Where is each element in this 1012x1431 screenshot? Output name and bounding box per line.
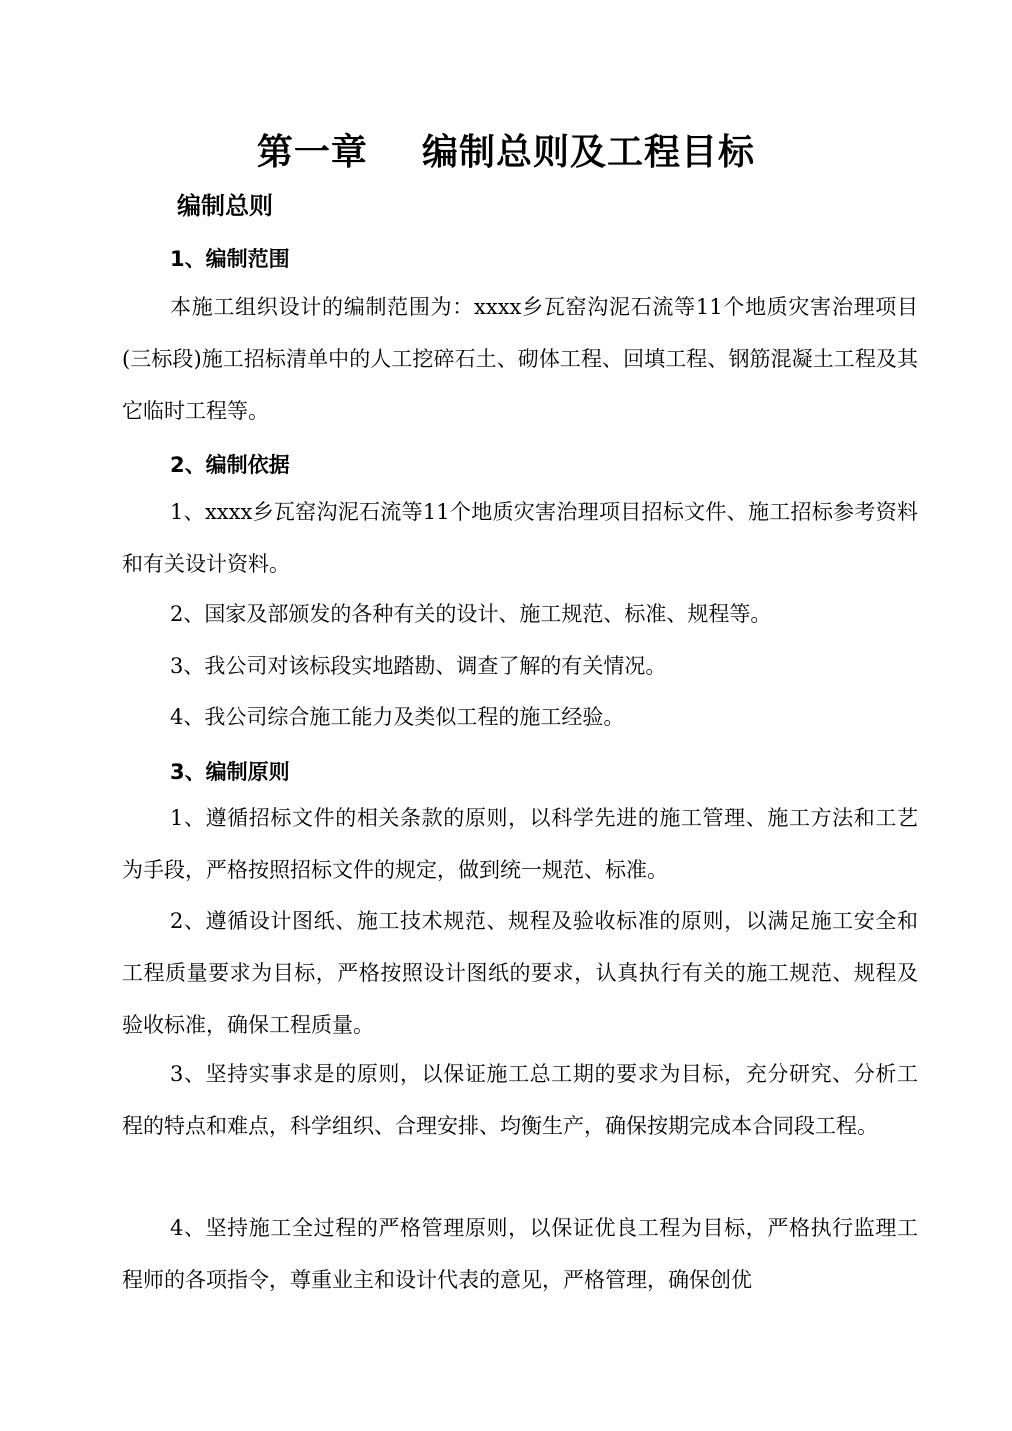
principle-item-2: 2、遵循设计图纸、施工技术规范、规程及验收标准的原则，以满足施工安全和工程质量要求为目标，严格按照设计图纸的要求，认真执行有关的施工规范、规程及验收标准，确保工程质量。 (122, 909, 918, 1037)
heading-principles: 3、编制原则 (170, 760, 290, 784)
paragraph-scope: 本施工组织设计的编制范围为：xxxx乡瓦窑沟泥石流等11个地质灾害治理项目(三标段)施工招标清单中的人工挖碎石土、砌体工程、回填工程、钢筋混凝土工程及其它临时工程等。 (122, 295, 918, 423)
section-title: 编制总则 (177, 192, 273, 220)
heading-scope: 1、编制范围 (170, 247, 290, 271)
basis-item-4: 4、我公司综合施工能力及类似工程的施工经验。 (170, 705, 625, 729)
principle-item-4: 4、坚持施工全过程的严格管理原则，以保证优良工程为目标，严格执行监理工程师的各项指令，尊重业主和设计代表的意见，严格管理，确保创优 (122, 1216, 918, 1292)
basis-item-2: 2、国家及部颁发的各种有关的设计、施工规范、标准、规程等。 (170, 602, 772, 626)
chapter-title: 第一章 编制总则及工程目标 (256, 132, 756, 173)
heading-basis: 2、编制依据 (170, 453, 290, 477)
basis-item-1: 1、xxxx乡瓦窑沟泥石流等11个地质灾害治理项目招标文件、施工招标参考资料和有关设计资料。 (122, 500, 918, 576)
principle-item-3: 3、坚持实事求是的原则，以保证施工总工期的要求为目标，充分研究、分析工程的特点和难点，科学组织、合理安排、均衡生产，确保按期完成本合同段工程。 (122, 1062, 918, 1138)
principle-item-1: 1、遵循招标文件的相关条款的原则，以科学先进的施工管理、施工方法和工艺为手段，严格按照招标文件的规定，做到统一规范、标准。 (122, 806, 918, 882)
basis-item-3: 3、我公司对该标段实地踏勘、调查了解的有关情况。 (170, 654, 667, 678)
